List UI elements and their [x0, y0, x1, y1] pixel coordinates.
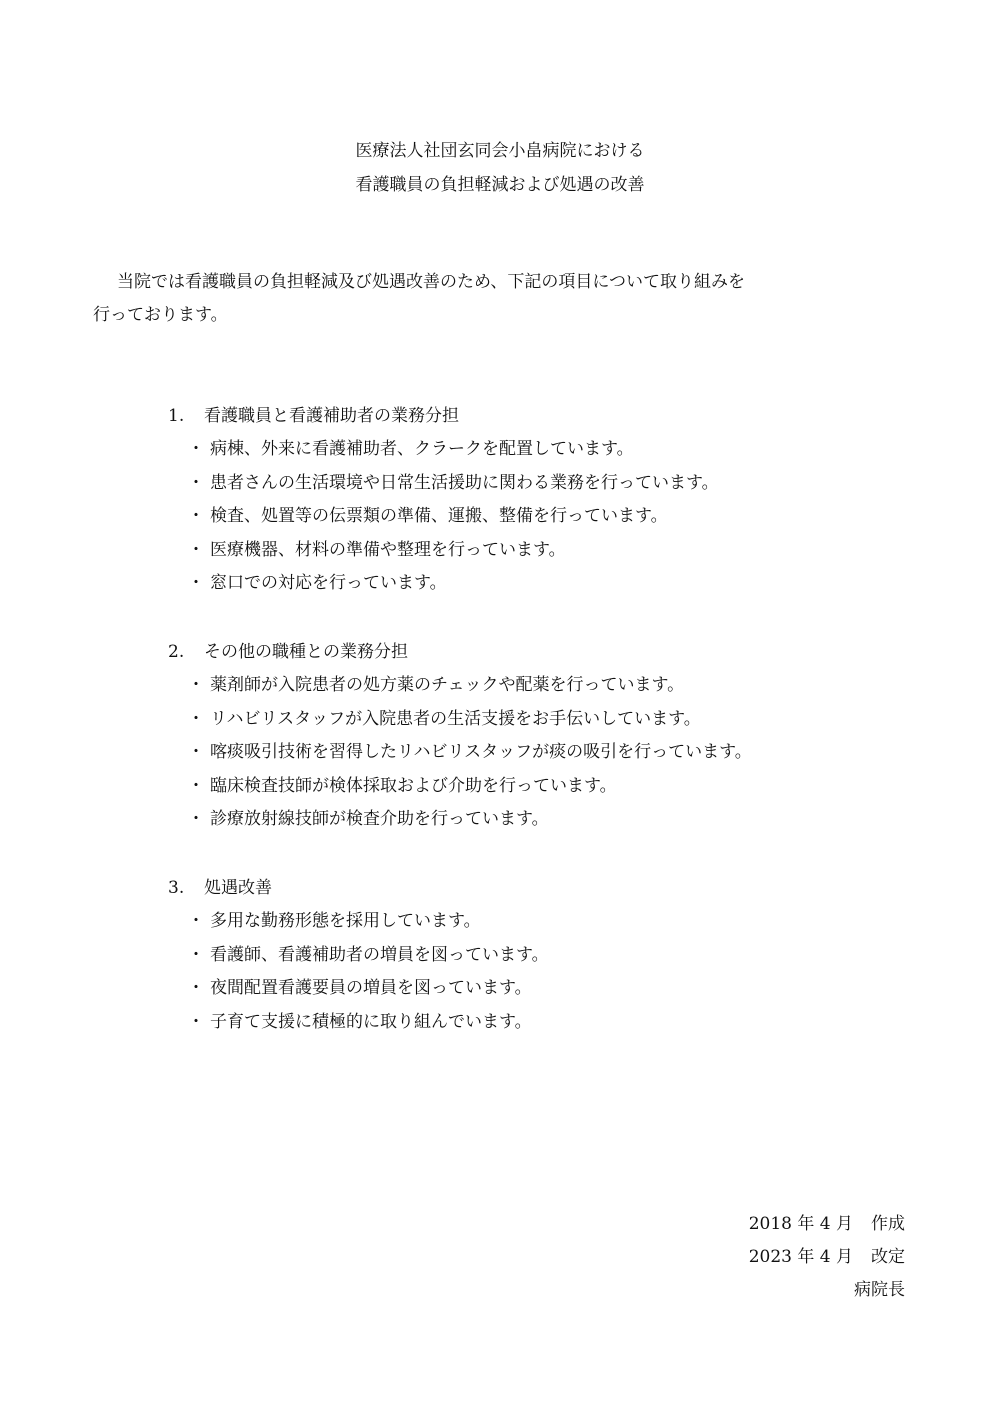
list-item-text: 臨床検査技師が検体採取および介助を行っています。	[210, 775, 617, 796]
bullet-list	[168, 905, 928, 1039]
section-treatment-improvement	[168, 872, 928, 1039]
section-title: 処遇改善	[204, 878, 272, 898]
document-title-line-2: 看護職員の負担軽減および処遇の改善	[355, 175, 645, 195]
list-item-text: 診療放射線技師が検査介助を行っています。	[210, 809, 549, 830]
bullet-symbol: ・	[187, 944, 205, 965]
intro-line-1: 当院では看護職員の負担軽減及び処遇改善のため、下記の項目について取り組みを	[117, 272, 745, 292]
intro-paragraph	[93, 266, 893, 332]
section-number: 3.	[168, 878, 185, 898]
section-other-staff-division	[168, 636, 928, 837]
bullet-symbol: ・	[187, 742, 205, 763]
list-item	[168, 972, 928, 1006]
created-date-row	[749, 1208, 905, 1241]
revised-date: 2023 年 4 月	[748, 1247, 853, 1267]
bullet-symbol: ・	[187, 439, 205, 459]
list-item-text: 夜間配置看護要員の増員を図っています。	[210, 978, 532, 999]
list-item-text: 喀痰吸引技術を習得したリハビリスタッフが痰の吸引を行っています。	[210, 742, 752, 763]
list-item	[168, 905, 928, 939]
list-item-text: リハビリスタッフが入院患者の生活支援をお手伝いしています。	[210, 708, 701, 729]
intro-line-2: 行っております。	[93, 305, 228, 325]
list-item-text: 看護師、看護補助者の増員を図っています。	[210, 944, 549, 965]
list-item	[168, 534, 928, 568]
section-title: その他の職種との業務分担	[204, 642, 408, 662]
list-item	[168, 467, 928, 501]
bullet-list	[168, 669, 928, 837]
signature: 病院長	[854, 1280, 905, 1300]
created-date: 2018 年 4 月	[748, 1214, 853, 1234]
bullet-list	[168, 433, 928, 601]
section-nursing-assistant-division	[168, 400, 928, 601]
revised-label: 改定	[871, 1247, 905, 1267]
list-item	[168, 567, 928, 601]
document-footer	[749, 1208, 905, 1307]
list-item	[168, 736, 928, 770]
bullet-symbol: ・	[187, 675, 205, 695]
revised-date-row	[749, 1241, 905, 1274]
list-item-text: 患者さんの生活環境や日常生活援助に関わる業務を行っています。	[210, 472, 719, 493]
list-item	[168, 703, 928, 737]
section-heading	[168, 400, 928, 433]
list-item-text: 窓口での対応を行っています。	[210, 573, 447, 594]
list-item-text: 検査、処置等の伝票類の準備、運搬、整備を行っています。	[210, 506, 668, 527]
bullet-symbol: ・	[187, 539, 205, 560]
list-item-text: 病棟、外来に看護補助者、クラークを配置しています。	[210, 439, 634, 459]
bullet-symbol: ・	[187, 573, 205, 594]
section-number: 1.	[168, 406, 185, 426]
document-title-line-1: 医療法人社団玄同会小畠病院における	[355, 141, 645, 161]
list-item	[168, 1006, 928, 1040]
bullet-symbol: ・	[187, 911, 205, 931]
list-item	[168, 939, 928, 973]
bullet-symbol: ・	[187, 506, 205, 527]
bullet-symbol: ・	[187, 708, 205, 729]
bullet-symbol: ・	[187, 1011, 205, 1032]
list-item-text: 多用な勤務形態を採用しています。	[210, 911, 481, 931]
bullet-symbol: ・	[187, 978, 205, 999]
list-item	[168, 669, 928, 703]
list-item-text: 薬剤師が入院患者の処方薬のチェックや配薬を行っています。	[210, 675, 685, 695]
bullet-symbol: ・	[187, 775, 205, 796]
created-label: 作成	[871, 1214, 905, 1234]
list-item	[168, 803, 928, 837]
list-item-text: 子育て支援に積極的に取り組んでいます。	[210, 1011, 532, 1032]
section-number: 2.	[168, 642, 185, 662]
list-item	[168, 500, 928, 534]
list-item	[168, 433, 928, 467]
section-title: 看護職員と看護補助者の業務分担	[204, 406, 459, 426]
bullet-symbol: ・	[187, 472, 205, 493]
bullet-symbol: ・	[187, 809, 205, 830]
section-heading	[168, 636, 928, 669]
list-item-text: 医療機器、材料の準備や整理を行っています。	[210, 539, 566, 560]
section-heading	[168, 872, 928, 905]
list-item	[168, 770, 928, 804]
